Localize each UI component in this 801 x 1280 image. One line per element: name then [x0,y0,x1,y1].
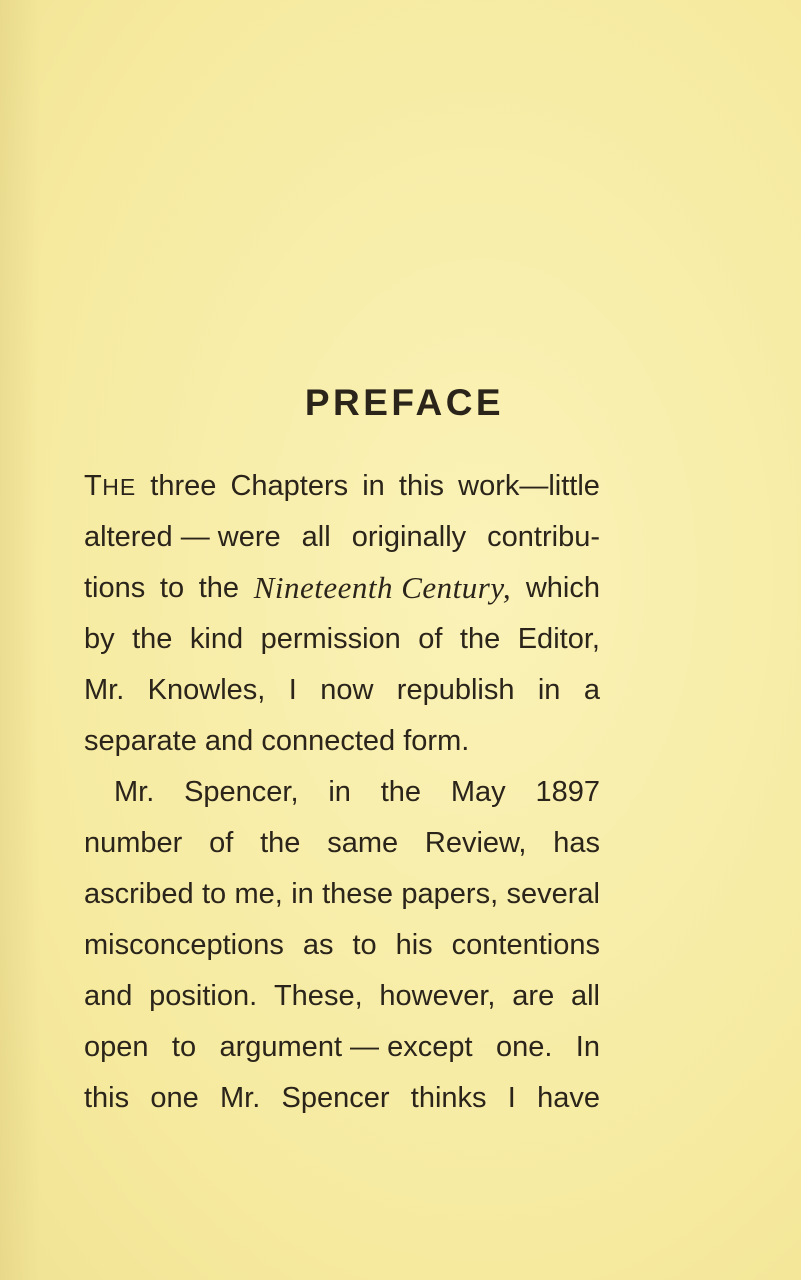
word: In [575,1031,600,1063]
word: me, [234,878,283,910]
word: the [260,827,301,859]
word: now [320,674,374,706]
text-line [84,568,600,619]
text-line [84,1027,600,1078]
word: Knowles, [147,674,266,706]
italic-title: Nineteenth Century, [253,570,512,605]
word: the [459,623,501,655]
word: originally [351,521,467,553]
word: contentions [451,929,600,961]
text-line [84,772,600,823]
text-line [84,670,600,721]
word: to [159,572,185,604]
word: in [537,674,561,706]
preface-body [84,466,600,1129]
word: papers, [401,878,499,910]
word: the [380,776,422,808]
word: number [84,827,183,859]
word: of [418,623,443,655]
word: has [553,827,600,859]
word: separate and connected form. [84,725,470,757]
word: one [150,1082,199,1114]
word: which [525,572,600,604]
small-caps-rest: HE [102,474,137,500]
word: by [84,623,115,655]
word: Editor, [517,623,600,655]
word: same [327,827,399,859]
word: Spencer, [184,776,299,808]
text-line [84,976,600,1027]
word: to [201,878,227,910]
word: tions [84,572,146,604]
word: the [198,572,240,604]
text-line [84,925,600,976]
word: are [512,980,555,1012]
word: a [583,674,600,706]
word: have [537,1082,600,1114]
word: to [171,1031,197,1063]
word: all [301,521,331,553]
word: I [507,1082,516,1114]
word: May [450,776,506,808]
word: Mr. [220,1082,261,1114]
word: and [84,980,133,1012]
word: permission [260,623,401,655]
word: Review, [424,827,527,859]
word: I [288,674,297,706]
word: one. [495,1031,553,1063]
word: three [150,470,217,502]
word: work—little [458,470,600,502]
word: his [395,929,433,961]
word: misconceptions [84,929,284,961]
word: 1897 [535,776,600,808]
text-line [84,1078,600,1129]
page-title: PREFACE [304,382,505,423]
drop-letter: T [84,470,103,502]
word: these [322,878,394,910]
word: in [362,470,385,502]
text-line [84,466,600,517]
word: in [291,878,314,910]
word: the [132,623,173,655]
word: of [209,827,234,859]
word: this [84,1082,130,1114]
word: Mr. [114,776,155,808]
text-line [84,721,600,772]
word: argument — except [219,1031,473,1063]
word: as [302,929,334,961]
word: republish [396,674,515,706]
word: contribu- [487,521,600,553]
word: Chapters [230,470,349,502]
word: Mr. [84,674,125,706]
word: this [398,470,445,502]
word: kind [189,623,244,655]
word: altered — were [84,521,281,553]
text-line [84,823,600,874]
small-caps-word [84,466,136,517]
text-line [84,619,600,670]
text-line [84,874,600,925]
word: several [506,878,600,910]
text-line [84,517,600,568]
word: position. [149,980,258,1012]
word: ascribed [84,878,194,910]
word: thinks [410,1082,487,1114]
word: however, [379,980,496,1012]
word: Spencer [281,1082,390,1114]
word: all [570,980,600,1012]
word: to [352,929,377,961]
word: These, [273,980,363,1012]
word: open [84,1031,149,1063]
word: in [328,776,351,808]
